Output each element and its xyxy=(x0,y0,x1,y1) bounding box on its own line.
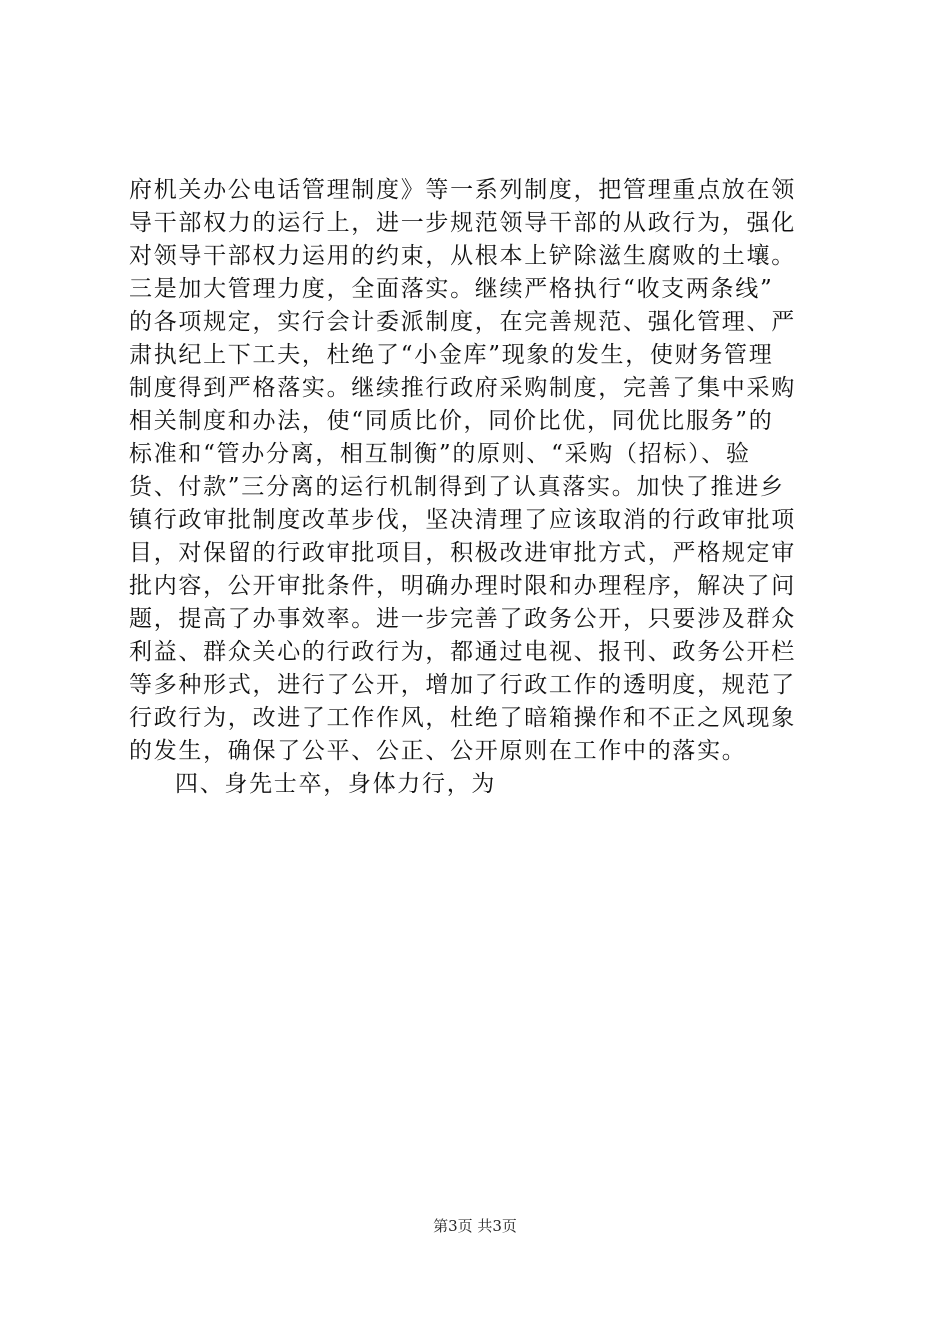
text-line: 肃执纪上下工夫，杜绝了“小金库”现象的发生，使财务管理 xyxy=(129,342,774,368)
text-line: 目，对保留的行政审批项目，积极改进审批方式，严格规定审 xyxy=(129,540,796,566)
text-line: 题，提高了办事效率。进一步完善了政务公开，只要涉及群众 xyxy=(129,606,796,632)
text-line: 三是加大管理力度，全面落实。继续严格执行“收支两条线” xyxy=(129,276,774,302)
text-line: 府机关办公电话管理制度》等一系列制度，把管理重点放在领 xyxy=(129,177,796,203)
text-line: 等多种形式，进行了公开，增加了行政工作的透明度，规范了 xyxy=(129,672,796,698)
body-text xyxy=(129,174,829,801)
text-line: 相关制度和办法，使“同质比价，同价比优，同优比服务”的 xyxy=(129,408,774,434)
text-line: 货、付款”三分离的运行机制得到了认真落实。加快了推进乡 xyxy=(129,474,785,500)
text-line: 的发生，确保了公平、公正、公开原则在工作中的落实。 xyxy=(129,738,747,764)
text-line: 的各项规定，实行会计委派制度，在完善规范、强化管理、严 xyxy=(129,309,796,335)
text-line: 制度得到严格落实。继续推行政府采购制度，完善了集中采购 xyxy=(129,375,796,401)
text-line: 标准和“管办分离，相互制衡”的原则、“采购（招标）、验 xyxy=(129,441,751,467)
text-line: 对领导干部权力运用的约束，从根本上铲除滋生腐败的土壤。 xyxy=(129,243,796,269)
text-line: 利益、群众关心的行政行为，都通过电视、报刊、政务公开栏 xyxy=(129,639,796,665)
text-line: 批内容，公开审批条件，明确办理时限和办理程序，解决了问 xyxy=(129,573,796,599)
section-heading-line: 四、身先士卒，身体力行，为 xyxy=(175,771,497,797)
text-line: 行政行为，改进了工作作风，杜绝了暗箱操作和不正之风现象 xyxy=(129,705,796,731)
text-line: 导干部权力的运行上，进一步规范领导干部的从政行为，强化 xyxy=(129,210,796,236)
text-line: 镇行政审批制度改革步伐，坚决清理了应该取消的行政审批项 xyxy=(129,507,796,533)
page-footer xyxy=(0,1216,950,1236)
page-number-label: 第3页 共3页 xyxy=(433,1217,517,1235)
